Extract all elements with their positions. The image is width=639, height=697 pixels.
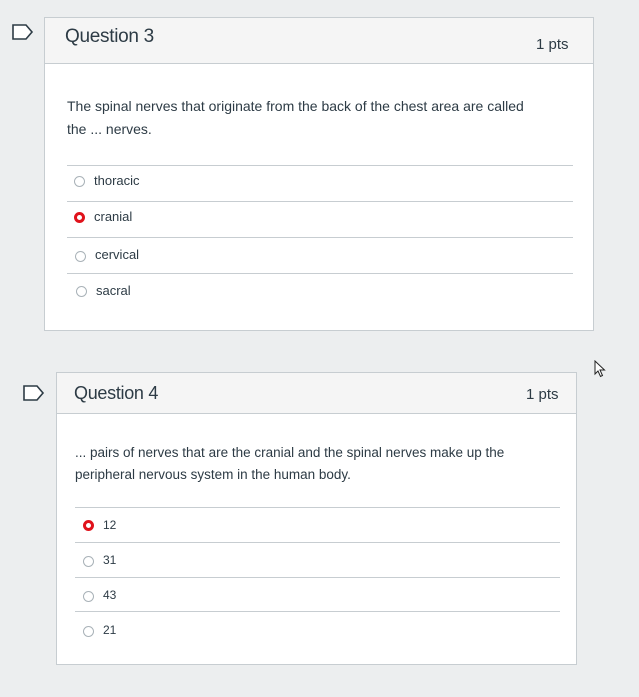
question-title: Question 4 — [74, 383, 159, 403]
answer-label: 21 — [103, 623, 117, 637]
question-points: 1 pts — [526, 386, 559, 403]
answer-option-cervical[interactable] — [45, 237, 593, 273]
answer-option-cranial[interactable] — [45, 201, 593, 237]
question-text: The spinal nerves that originate from the back of the chest area are called the ... nerves. — [67, 98, 524, 137]
answer-label: 31 — [103, 553, 117, 567]
radio-button-selected[interactable] — [83, 520, 94, 531]
question-title: Question 3 — [65, 26, 154, 47]
radio-button[interactable] — [75, 251, 86, 262]
question-4-card — [56, 372, 577, 665]
answer-option-thoracic[interactable] — [45, 165, 593, 201]
answer-option-12[interactable] — [57, 507, 576, 543]
answer-label: cervical — [95, 247, 140, 262]
radio-button[interactable] — [74, 176, 85, 187]
question-3-card — [44, 17, 594, 331]
answer-option-31[interactable] — [57, 542, 576, 578]
question-points: 1 pts — [536, 36, 569, 53]
question-4-header — [57, 373, 576, 414]
question-3-header — [45, 18, 593, 64]
answer-label: 43 — [103, 588, 117, 602]
radio-button[interactable] — [83, 626, 94, 637]
answer-label: thoracic — [94, 173, 140, 188]
answer-label: sacral — [96, 283, 131, 298]
radio-button[interactable] — [83, 591, 94, 602]
flag-question-icon[interactable] — [12, 24, 32, 40]
mouse-cursor-icon — [594, 360, 606, 383]
answer-label: 12 — [103, 518, 117, 532]
radio-button-selected[interactable] — [74, 212, 85, 223]
answer-option-43[interactable] — [57, 577, 576, 613]
radio-button[interactable] — [83, 556, 94, 567]
question-text: ... pairs of nerves that are the cranial and the spinal nerves make up the peripheral nervous system in the human body. — [75, 445, 505, 482]
answer-option-21[interactable] — [57, 611, 576, 647]
answer-label: cranial — [94, 209, 133, 224]
answer-option-sacral[interactable] — [45, 273, 593, 309]
flag-question-icon[interactable] — [23, 385, 43, 401]
radio-button[interactable] — [76, 286, 87, 297]
